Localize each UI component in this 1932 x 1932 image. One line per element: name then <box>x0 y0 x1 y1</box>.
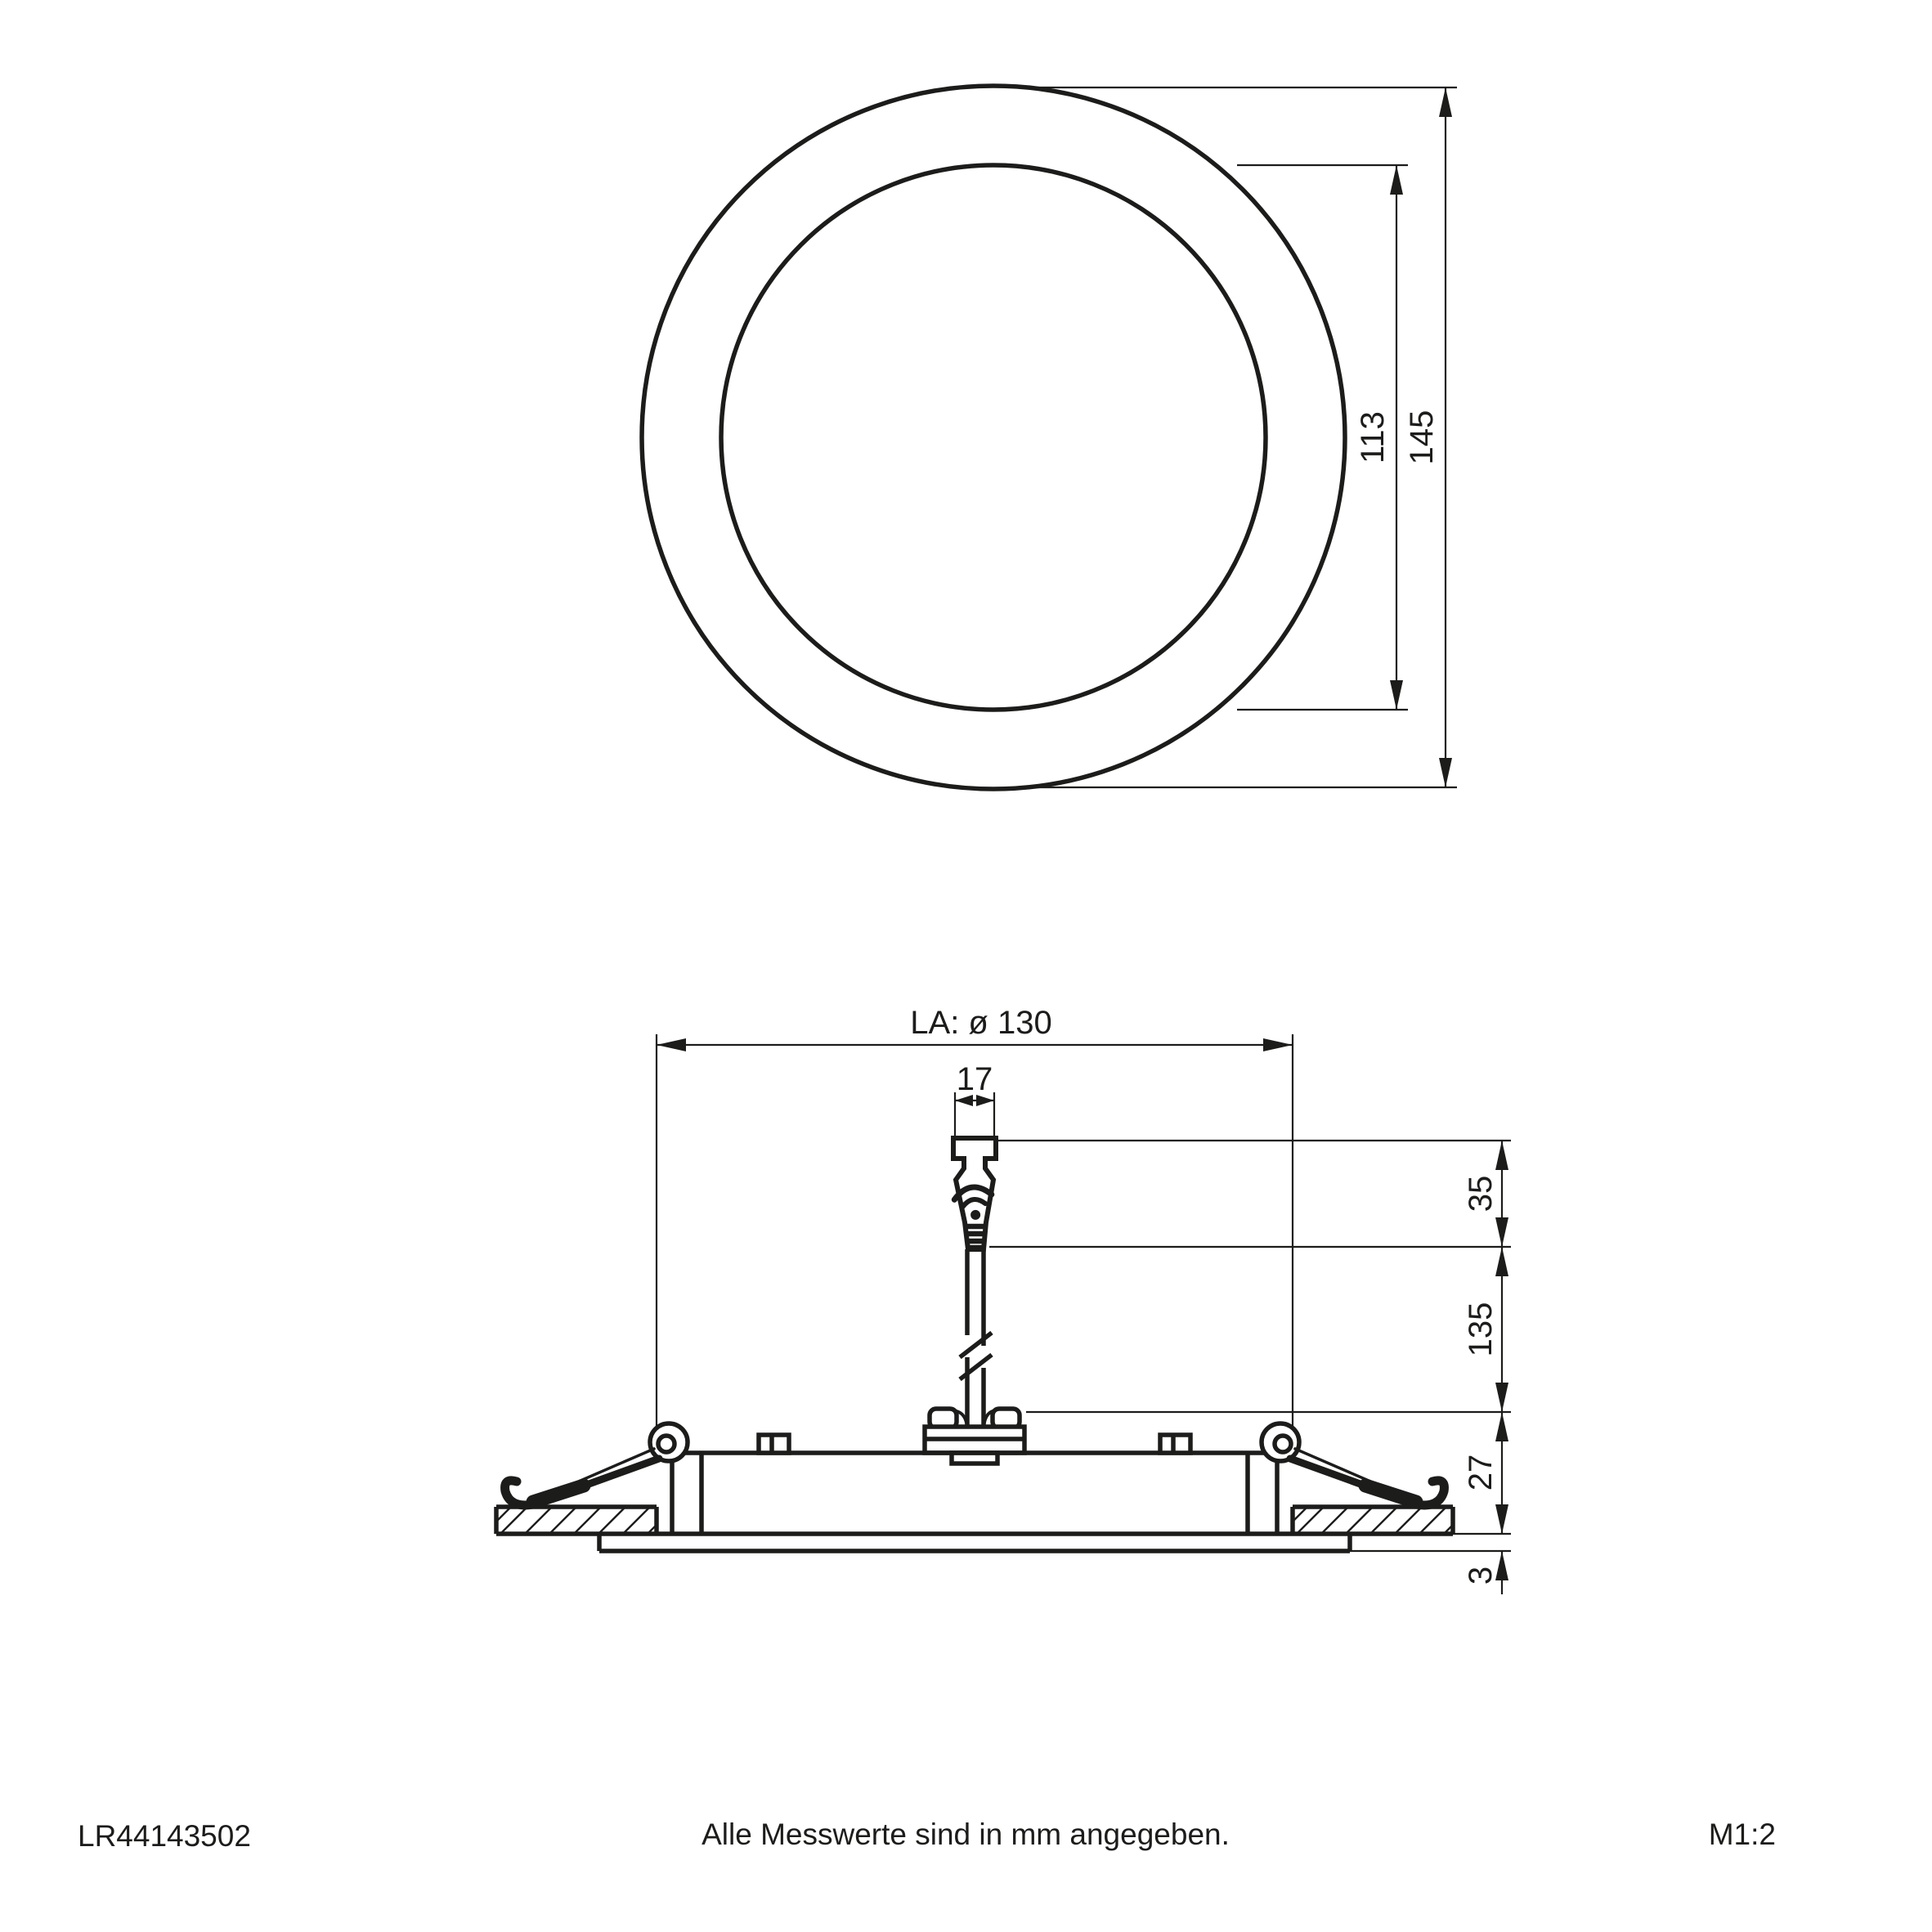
dim-label-trim-thickness: 3 <box>1463 1566 1499 1585</box>
dimension-recess-depth <box>1463 1412 1508 1534</box>
dimension-inner-diameter <box>1237 165 1408 710</box>
hatch-line <box>598 1507 625 1534</box>
arrowhead-right <box>1263 1038 1293 1051</box>
dimension-trim-thickness <box>1463 1551 1508 1594</box>
dim-label-inner-diameter: 113 <box>1355 411 1391 464</box>
power-cable <box>960 1249 992 1426</box>
hatch-line <box>1370 1507 1397 1534</box>
terminal-block-right <box>1160 1435 1190 1453</box>
arrowhead-up <box>1495 1412 1508 1441</box>
spring-clip-right <box>1262 1423 1444 1505</box>
outer-ring-circle <box>642 86 1345 789</box>
side-view <box>496 1005 1511 1594</box>
dimension-cable-length <box>1463 1247 1508 1412</box>
measurement-note: Alle Messwerte sind in mm angegeben. <box>702 1818 1230 1851</box>
dim-label-plug-width: 17 <box>956 1061 993 1097</box>
arrowhead-down <box>1495 1504 1508 1534</box>
arrowhead-down <box>1495 1217 1508 1247</box>
hatch-line <box>574 1507 601 1534</box>
cable-break-slash <box>960 1355 992 1379</box>
hatch-line <box>1297 1507 1324 1534</box>
top-view <box>642 86 1457 789</box>
clip-hook <box>505 1481 533 1505</box>
hatching-right <box>1293 1507 1453 1534</box>
spring-coil-inner <box>658 1436 675 1452</box>
terminal-block-left <box>759 1435 789 1453</box>
arrowhead-up <box>1439 87 1452 117</box>
hatch-line <box>1346 1507 1373 1534</box>
trim-ring <box>599 1534 1350 1551</box>
arrowhead-up <box>1495 1141 1508 1170</box>
clip-hook <box>1416 1481 1444 1505</box>
dim-label-cutout: LA: ø 130 <box>910 1005 1052 1041</box>
hatching-left <box>496 1507 657 1534</box>
spring-clip-left <box>505 1423 688 1505</box>
footer <box>78 1818 1776 1853</box>
dim-label-plug-height: 35 <box>1463 1175 1499 1213</box>
strain-relief-plug <box>953 1138 996 1249</box>
hatch-line <box>623 1507 650 1534</box>
arrowhead-up <box>1495 1247 1508 1276</box>
hatch-line <box>1321 1507 1348 1534</box>
cable-break-slash <box>960 1333 992 1357</box>
arrowhead-down <box>1390 680 1403 710</box>
arrowhead-down <box>1439 758 1452 787</box>
hatch-line <box>500 1507 527 1534</box>
hatch-line <box>1419 1507 1446 1534</box>
dimension-plug-width <box>955 1061 994 1137</box>
arrowhead-up <box>1390 165 1403 195</box>
spring-coil-inner <box>1275 1436 1291 1452</box>
hatch-line <box>525 1507 552 1534</box>
arrowhead-down <box>1495 1383 1508 1412</box>
clip-paddle <box>533 1486 584 1502</box>
scale-label: M1:2 <box>1708 1818 1776 1851</box>
hatch-line <box>1395 1507 1422 1534</box>
ceiling-section <box>496 1507 1453 1534</box>
clip-paddle <box>1365 1486 1416 1502</box>
vertical-dimension-chain <box>989 1141 1511 1594</box>
article-number: LR44143502 <box>78 1819 251 1853</box>
dim-label-recess-depth: 27 <box>1463 1454 1499 1491</box>
dim-label-outer-diameter: 145 <box>1404 410 1440 465</box>
cable-clamp <box>925 1409 1024 1464</box>
hatch-line <box>549 1507 576 1534</box>
dimension-plug-height <box>1463 1141 1508 1247</box>
dim-label-cable-length: 135 <box>1463 1302 1499 1357</box>
inner-ring-circle <box>721 165 1266 710</box>
arrowhead-left <box>657 1038 686 1051</box>
